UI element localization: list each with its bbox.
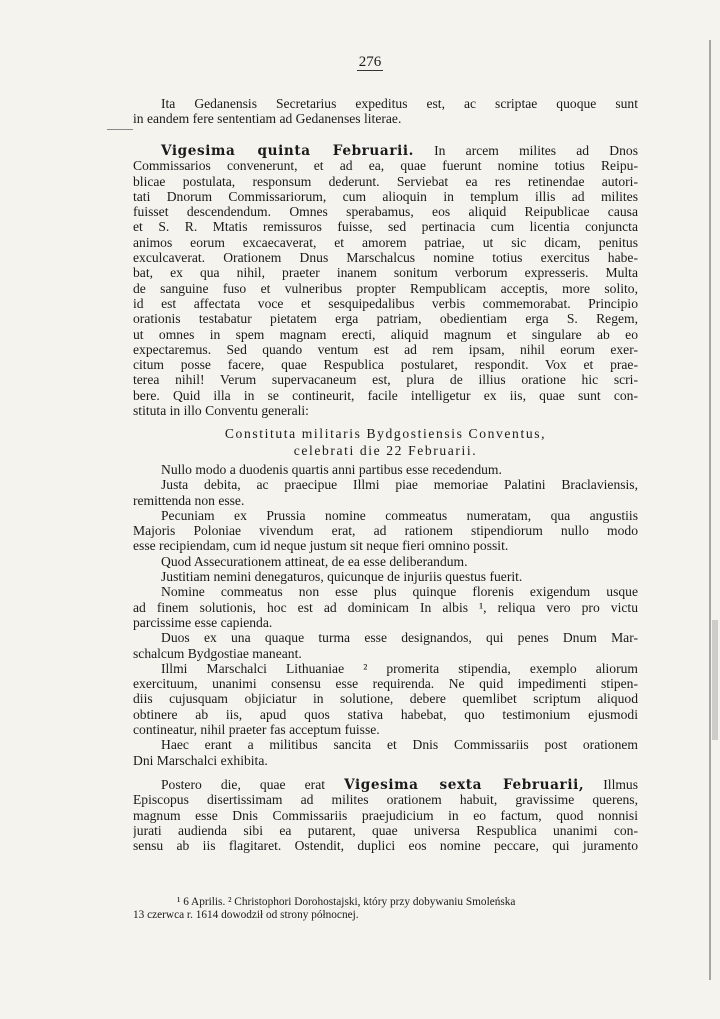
text-line bbox=[133, 143, 638, 158]
text-line: orationis testabatur pietatem erga patriam, obedientiam erga S. Regem, bbox=[133, 311, 638, 327]
date-heading: Vigesima sexta Februarii, bbox=[344, 777, 585, 793]
text-line: ut omnes in spem magnam erecti, aliquid magnum et singulare ab eo bbox=[133, 326, 638, 342]
text-fragment: Postero die, quae erat bbox=[161, 777, 326, 792]
footnote-line: 13 czerwca r. 1614 dowodził od strony północnej. bbox=[133, 909, 359, 921]
text-line: Justitiam nemini denegaturos, quicunque de injuriis questus fuerit. bbox=[161, 569, 523, 585]
intro-paragraph bbox=[133, 96, 638, 127]
text-line: stituta in illo Conventu generali: bbox=[133, 403, 309, 419]
text-line: terea nihil! Verum supervacaneum est, plura de illius oratione hic scri- bbox=[133, 372, 638, 388]
text-fragment: Illmus bbox=[603, 777, 638, 792]
text-line: et S. R. Mtatis remissuros fuisse, sed pertinacia cum licentia conjuncta bbox=[133, 219, 638, 235]
text-line: obtinere ab iis, apud quos stativa habebat, quo testimonium ejusmodi bbox=[133, 706, 638, 722]
text-line: esse recipiendam, cum id neque justum sit neque fieri omnino possit. bbox=[133, 538, 509, 554]
text-line: bat, ex qua nihil, praeter inanem sonitum verborum expresseris. Multa bbox=[133, 265, 638, 281]
text-line: jurati audienda sibi ea putarent, quae universa Respublica unanimi con- bbox=[133, 822, 638, 838]
text-line: diis cujusquam objiciatur in solutione, debere quemlibet scriptum aliquod bbox=[133, 691, 638, 707]
text-line: Episcopus disertissimam ad milites orationem habuit, gravissime querens, bbox=[133, 792, 638, 808]
text-line: Haec erant a militibus sancita et Dnis Commissariis post orationem bbox=[161, 737, 638, 753]
date-heading: Vigesima quinta Februarii. bbox=[161, 143, 414, 159]
text-line: Justa debita, ac praecipue Illmi piae memoriae Palatini Braclaviensis, bbox=[161, 477, 638, 493]
text-line: Nullo modo a duodenis quartis anni partibus esse recedendum. bbox=[161, 462, 502, 477]
text-line: animos eorum excaecaverat, et amorem patriae, ut sic dicam, penitus bbox=[133, 234, 638, 250]
text-line: schalcum Bydgostiae maneant. bbox=[133, 645, 302, 661]
footnote-line: ¹ 6 Aprilis. ² Christophori Dorohostajski, który przy dobywaniu Smoleńska bbox=[177, 896, 516, 908]
text-fragment: In arcem milites ad Dnos bbox=[434, 143, 638, 158]
paragraph-vigesima-quinta bbox=[133, 143, 638, 418]
text-line: Illmi Marschalci Lithuaniae ² promerita stipendia, exemplo aliorum bbox=[161, 660, 638, 676]
heading-line: Constituta militaris Bydgostiensis Conventus, bbox=[224, 426, 547, 441]
text-line: Duos ex una quaque turma esse designandos, qui penes Dnum Mar- bbox=[161, 630, 638, 646]
text-line: exercituum, unanimi consensu esse requirenda. Ne quid impedimenti stipen- bbox=[133, 676, 638, 692]
text-line: citum posse facere, quae Respublica postularet, respondit. Vox et prae- bbox=[133, 357, 638, 373]
text-line: bere. Quid illa in se contineurit, facile intelligetur ex iis, quae sunt con- bbox=[133, 387, 638, 403]
text-line: remittenda non esse. bbox=[133, 492, 245, 508]
text-line: blicae postulata, responsum dederunt. Serviebat ea res retinendae autori- bbox=[133, 173, 638, 189]
scan-edge-shadow bbox=[709, 40, 711, 980]
text-line: Pecuniam ex Prussia nomine commeatus numeratam, qua angustiis bbox=[161, 507, 638, 523]
margin-mark bbox=[107, 129, 133, 130]
text-line: sensu ab iis flagitaret. Ostendit, duplici eos nomine peccare, qui juramento bbox=[133, 838, 638, 854]
heading-line: celebrati die 22 Februarii. bbox=[293, 443, 478, 458]
text-line: Nomine commeatus non esse plus quinque florenis exigendum usque bbox=[161, 584, 638, 600]
constituta-list bbox=[133, 462, 638, 768]
paragraph-vigesima-sexta bbox=[133, 777, 638, 853]
text-line: Dni Marschalci exhibita. bbox=[133, 752, 268, 768]
text-line: expectaremus. Sed quando ventum est ad rem ipsam, nihil eorum exer- bbox=[133, 341, 638, 357]
page-number: 276 bbox=[358, 54, 382, 70]
text-line: id est affectata voce et sesquipedalibus verbis commemorabat. Principio bbox=[133, 295, 638, 311]
text-line: Ita Gedanensis Secretarius expeditus est, ac scriptae quoque sunt bbox=[161, 96, 638, 111]
text-line: Commissarios convenerunt, et ad ea, quae fuerunt nomine totius Reipu- bbox=[133, 158, 638, 174]
text-line: Majoris Poloniae vivendum erat, ad rationem stipendiorum nullo modo bbox=[133, 523, 638, 539]
text-line: exculcaverat. Orationem Dnus Marschalcus nomine totius exercitus habe- bbox=[133, 250, 638, 266]
text-line: tati Dnorum Commissariorum, cum alioquin in templum illis ad milites bbox=[133, 188, 638, 204]
text-line: fuisset descendendum. Omnes sperabamus, eos aliquid Reipublicae causa bbox=[133, 204, 638, 220]
constituta-heading bbox=[133, 425, 638, 459]
text-line: in eandem fere sententiam ad Gedanenses literae. bbox=[133, 111, 402, 127]
text-line: ad finem solutionis, hoc est ad dominicam In albis ¹, reliqua vero pro victu bbox=[133, 599, 638, 615]
text-line: parcissime esse capienda. bbox=[133, 614, 273, 630]
text-line: magnum esse Dnis Commissariis praejudicium in eo factum, quod nonnisi bbox=[133, 807, 638, 823]
text-line: contineatur, nihil praeter fas acceptum fuisse. bbox=[133, 722, 380, 738]
scan-edge-mark bbox=[712, 620, 718, 740]
text-line bbox=[133, 777, 638, 792]
text-line: Quod Assecurationem attineat, de ea esse deliberandum. bbox=[161, 553, 468, 569]
footnotes bbox=[133, 896, 638, 922]
text-line: de sanguine fuso et vulneribus propter Rempublicam acceptis, more solito, bbox=[133, 280, 638, 296]
